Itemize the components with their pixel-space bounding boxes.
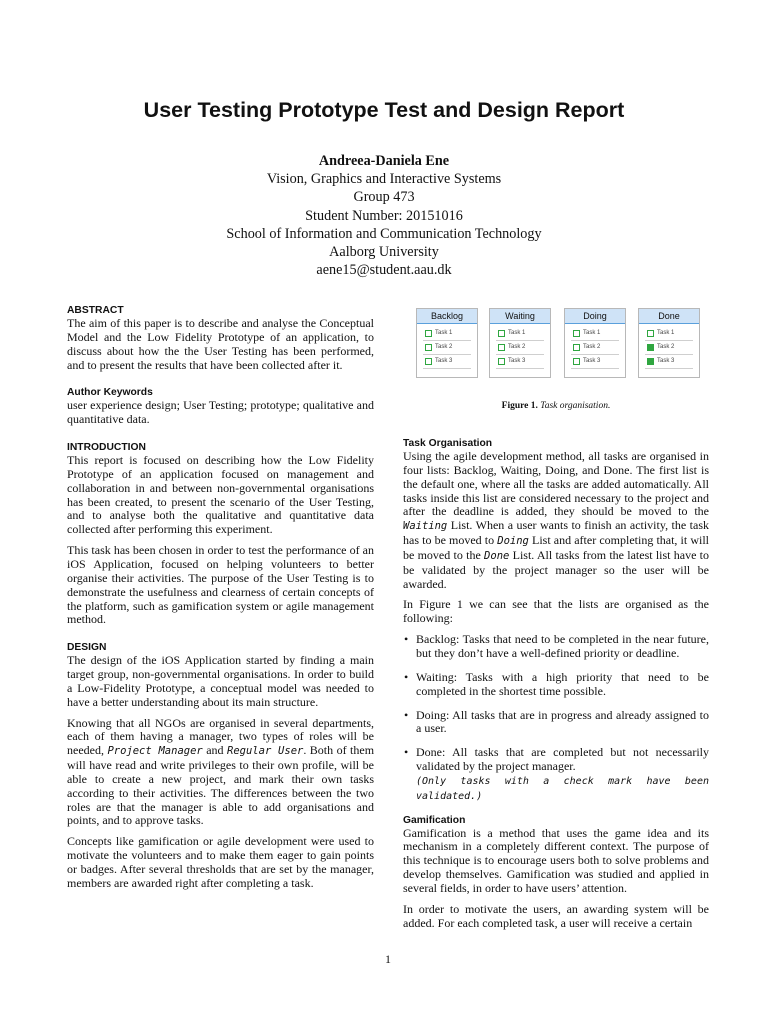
introduction-paragraph: This report is focused on describing how the Low Fidelity Prototype of an application focused on management and collaboration in and between non-governmental organisations has been created, to present the scenario of the User Testing, and to analyse both the qualitative and quantitative data collected after performing this experiment.	[67, 453, 374, 537]
task-item: Task 1	[496, 327, 544, 341]
keywords-text: user experience design; User Testing; prototype; qualitative and quantitative data.	[67, 398, 374, 427]
list-header: Waiting	[490, 309, 550, 324]
figure-caption: Figure 1. Task organisation.	[501, 401, 611, 411]
abstract-text: The aim of this paper is to describe and analyse the Conceptual Model and the Low Fidelity Prototype of an application, to discuss about how the the User Testing has been performed, and to present the results that have been collected after it.	[67, 316, 374, 372]
list-card-waiting	[489, 308, 551, 378]
list-card-done	[638, 308, 700, 378]
bullet-item: • Backlog: Tasks that need to be completed in the near future, but they don’t have a well-defined priority or deadline.	[403, 633, 709, 661]
gamification-paragraph: Gamification is a method that uses the game idea and its mechanism in a completely different context. The purpose of this technique is to encourage users both to solve problems and develop themselves. Gamification was studied and applied in several fields, in order to have users’ attention.	[403, 825, 709, 895]
task-item: Task 2	[571, 341, 619, 355]
task-item: Task 1	[571, 327, 619, 341]
role-project-manager: Project Manager	[107, 745, 203, 758]
checkbox-icon	[425, 344, 432, 351]
author-group: Group 473	[353, 189, 415, 206]
right-column	[403, 437, 709, 930]
task-item: Task 2	[423, 341, 471, 355]
author-name: Andreea-Daniela Ene	[318, 153, 450, 169]
author-school: School of Information and Communication Technology	[226, 225, 542, 242]
checkbox-icon	[498, 358, 505, 365]
checked-checkbox-icon	[647, 344, 654, 351]
list-header: Backlog	[417, 309, 477, 324]
task-item: Task 2	[496, 341, 544, 355]
list-header: Done	[639, 309, 699, 324]
bullet-item: • Waiting: Tasks with a high priority that need to be completed in the shortest time possible.	[403, 671, 709, 699]
left-column	[67, 304, 374, 891]
checkbox-icon	[498, 344, 505, 351]
task-item: Task 1	[645, 327, 693, 341]
author-block	[0, 152, 768, 279]
checkbox-icon	[425, 358, 432, 365]
checkbox-icon	[573, 330, 580, 337]
gamification-paragraph: In order to motivate the users, an awarding system will be added. For each completed task, a user will receive a certain	[403, 901, 709, 930]
design-paragraph: Concepts like gamification or agile development were used to motivate the volunteers and to make them eager to gain points or badges. After several thresholds that are set by the manager, members are awarded right after completing a task.	[67, 834, 374, 890]
figure-task-lists	[416, 308, 700, 380]
author-affiliation: Vision, Graphics and Interactive Systems	[266, 171, 502, 188]
author-student-number: Student Number: 20151016	[305, 207, 463, 224]
introduction-paragraph: This task has been chosen in order to test the performance of an iOS Application, focused on helping volunteers to better organise their activities. The purpose of the User Testing is to demonstrate the usefulness and clearness of certain concepts of the platform, such as gamification system or agile management method.	[67, 543, 374, 627]
task-organisation-paragraph: Using the agile development method, all tasks are organised in four lists: Backlog, Waiting, Doing, and Done. The first list is the default one, where all the tasks are added automatically. All tasks inside this list are considered necessary to the project and after the deadline is added, they should be moved to the Waiting List. When a user wants to finish an activity, the task has to be moved to Doing List and after completing that, it will be moved to the Done List. All tasks from the latest list have to be validated by the project manager so the user will be awarded.	[403, 449, 710, 591]
task-organisation-heading: Task Organisation	[403, 438, 493, 449]
design-heading: DESIGN	[67, 642, 107, 654]
bullet-item: • Doing: All tasks that are in progress and already assigned to a user.	[403, 709, 709, 737]
list-header: Doing	[565, 309, 625, 324]
bullet-item: • Done: All tasks that are completed but not necessarily validated by the project manager. (Only tasks with a check mark have been validated.)	[403, 746, 709, 803]
design-paragraph: Knowing that all NGOs are organised in several departments, each of them having a manager, two types of roles will be needed, Project Manager and Regular User. Both of them will have read and write privileges to their own profile, will be able to create a new project, and mark their own tasks according to their activities. The differences between the two roles are that the manager is able to add organisations and points, and to approve tasks.	[67, 715, 375, 828]
task-item: Task 3	[496, 355, 544, 369]
role-regular-user: Regular User	[227, 745, 304, 758]
gamification-heading: Gamification	[403, 814, 466, 826]
keywords-heading: Author Keywords	[67, 387, 153, 399]
checkbox-icon	[425, 330, 432, 337]
list-card-doing	[564, 308, 626, 378]
design-paragraph: The design of the iOS Application started by finding a main target group, non-governmental organisations. In order to build a Low-Fidelity Prototype, a conceptual model was needed to have a better understanding about its main structure.	[67, 653, 374, 709]
task-item: Task 3	[571, 355, 619, 369]
list-description-bullets	[403, 633, 709, 803]
checkbox-icon	[647, 330, 654, 337]
task-organisation-paragraph: In Figure 1 we can see that the lists are organised as the following:	[403, 597, 709, 626]
introduction-heading: INTRODUCTION	[67, 442, 146, 454]
checkbox-icon	[498, 330, 505, 337]
checked-checkbox-icon	[647, 358, 654, 365]
done-note: (Only tasks with a check mark have been validated.)	[416, 775, 709, 802]
list-card-backlog	[416, 308, 478, 378]
page-number: 1	[385, 952, 391, 966]
abstract-heading: ABSTRACT	[67, 305, 124, 316]
task-item: Task 3	[645, 355, 693, 369]
task-item: Task 2	[645, 341, 693, 355]
author-university: Aalborg University	[329, 244, 439, 261]
task-item: Task 1	[423, 327, 471, 341]
checkbox-icon	[573, 358, 580, 365]
checkbox-icon	[573, 344, 580, 351]
author-email: aene15@student.aau.dk	[316, 262, 452, 279]
task-item: Task 3	[423, 355, 471, 369]
paper-title: User Testing Prototype Test and Design Report	[143, 98, 625, 122]
